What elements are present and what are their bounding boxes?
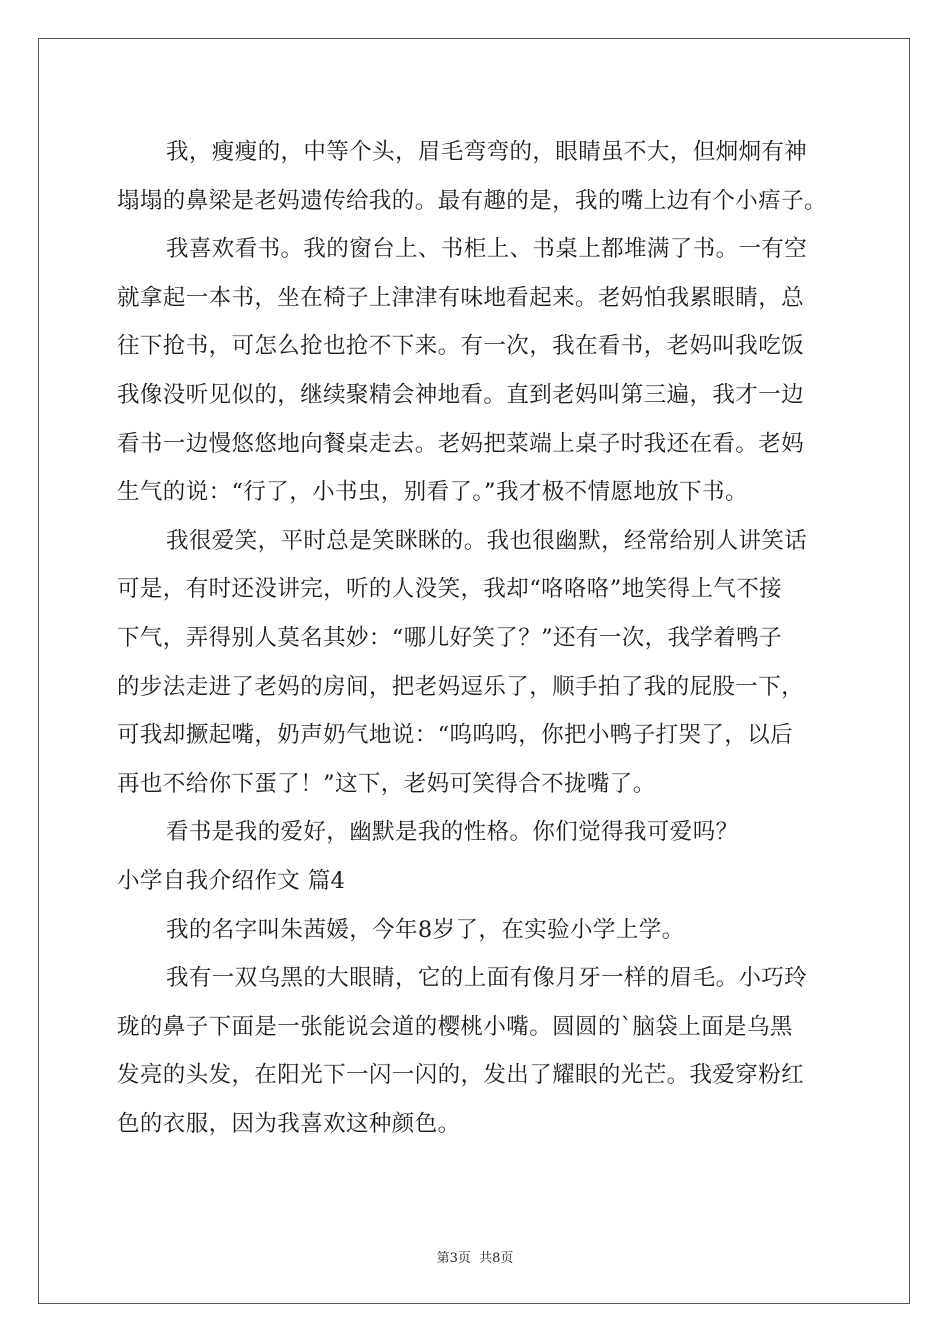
text-line: 我像没听见似的，继续聚精会神地看。直到老妈叫第三遍，我才一边	[117, 381, 805, 408]
text-line: 我的名字叫朱茜媛，今年8岁了，在实验小学上学。	[166, 916, 685, 943]
text-line: 再也不给你下蛋了！”这下，老妈可笑得合不拢嘴了。	[117, 770, 656, 797]
text-line: 我，瘦瘦的，中等个头，眉毛弯弯的，眼睛虽不大，但炯炯有神	[166, 139, 808, 165]
text-line: 发亮的头发，在阳光下一闪一闪的，发出了耀眼的光芒。我爱穿粉红	[117, 1062, 805, 1089]
document-body	[117, 128, 857, 1148]
text-line: 我很爱笑，平时总是笑眯眯的。我也很幽默，经常给别人讲笑话	[166, 527, 808, 554]
section-heading: 小学自我介绍作文 篇4	[117, 867, 346, 894]
text-line: 生气的说：“行了，小书虫，别看了。”我才极不情愿地放下书。	[117, 479, 748, 506]
text-line: 往下抢书，可怎么抢也抢不下来。有一次，我在看书，老妈叫我吃饭	[117, 333, 805, 360]
text-line: 就拿起一本书，坐在椅子上津津有味地看起来。老妈怕我累眼睛，总	[117, 284, 805, 311]
text-line: 可我却撅起嘴，奶声奶气地说：“呜呜呜，你把小鸭子打哭了，以后	[117, 722, 794, 749]
text-line: 我有一双乌黑的大眼睛，它的上面有像月牙一样的眉毛。小巧玲	[166, 965, 808, 992]
text-line: 看书一边慢悠悠地向餐桌走去。老妈把菜端上桌子时我还在看。老妈	[117, 430, 805, 457]
text-line: 珑的鼻子下面是一张能说会道的樱桃小嘴。圆圆的`脑袋上面是乌黑	[117, 1013, 793, 1040]
text-line: 的步法走进了老妈的房间，把老妈逗乐了，顺手拍了我的屁股一下，	[117, 673, 805, 700]
text-line: 我喜欢看书。我的窗台上、书柜上、书桌上都堆满了书。一有空	[166, 236, 808, 263]
text-line: 塌塌的鼻梁是老妈遗传给我的。最有趣的是，我的嘴上边有个小痦子。	[117, 187, 827, 214]
text-line: 看书是我的爱好，幽默是我的性格。你们觉得我可爱吗？	[166, 819, 739, 846]
total-pages: 共8页	[479, 1251, 514, 1266]
text-line: 色的衣服，因为我喜欢这种颜色。	[117, 1110, 461, 1137]
text-line: 可是，有时还没讲完，听的人没笑，我却“咯咯咯”地笑得上气不接	[117, 576, 783, 603]
page-number: 第3页	[436, 1251, 471, 1266]
page-footer	[0, 1247, 950, 1266]
text-line: 下气，弄得别人莫名其妙：“哪儿好笑了？”还有一次，我学着鸭子	[117, 624, 783, 651]
